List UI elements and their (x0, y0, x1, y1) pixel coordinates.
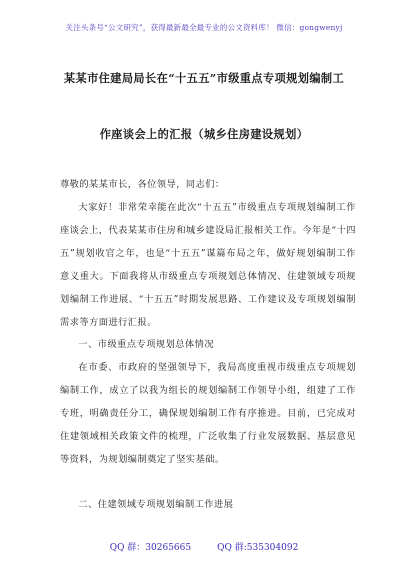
section-heading-1: 一、市级重点专项规划总体情况 (78, 339, 215, 350)
footer-qq-groups (0, 540, 408, 553)
body-paragraph-2: 在市委、市政府的坚强领导下，我局高度重视市级重点专项规划编制工作，成立了以我为组长的规划编制工作领导小组，组建了工作专班，明确责任分工，确保规划编制工作有序推进。目前，已完成对住建领域相关政策文件的梳理，广泛收集了行业发展数据、基层意见等资料，为规划编制奠定了坚实基础。 (60, 362, 356, 465)
section-heading-2: 二、住建领域专项规划编制工作进展 (78, 499, 234, 510)
footer-qq-group-1: QQ 群：30265665 (109, 543, 192, 553)
document-title-line-2: 作座谈会上的汇报（城乡住房建设规划） (99, 127, 309, 141)
body-paragraph-1: 大家好！非常荣幸能在此次“十五五”市级重点专项规划编制工作座谈会上，代表某某市住房和城乡建设局汇报相关工作。今年是“十四五”规划收官之年，也是“十五五”谋篇布局之年，做好规划编制工作意义重大。下面我将从市级重点专项规划总体情况、住建领域专项规划编制工作进展、“十五五”时期发展思路、工作建议及专项规划编制需求等方面进行汇报。 (60, 202, 356, 328)
salutation: 尊敬的某某市长，各位领导，同志们： (60, 179, 225, 190)
header-promo-note: 关注头条号“公文研究”，获得最新最全最专业的公文资料库！ 微信：gongwenyj (65, 23, 343, 32)
footer-qq-group-2: QQ 群:535304092 (217, 543, 299, 553)
document-title-line-1: 某某市住建局局长在“十五五”市级重点专项规划编制工 (63, 71, 345, 85)
